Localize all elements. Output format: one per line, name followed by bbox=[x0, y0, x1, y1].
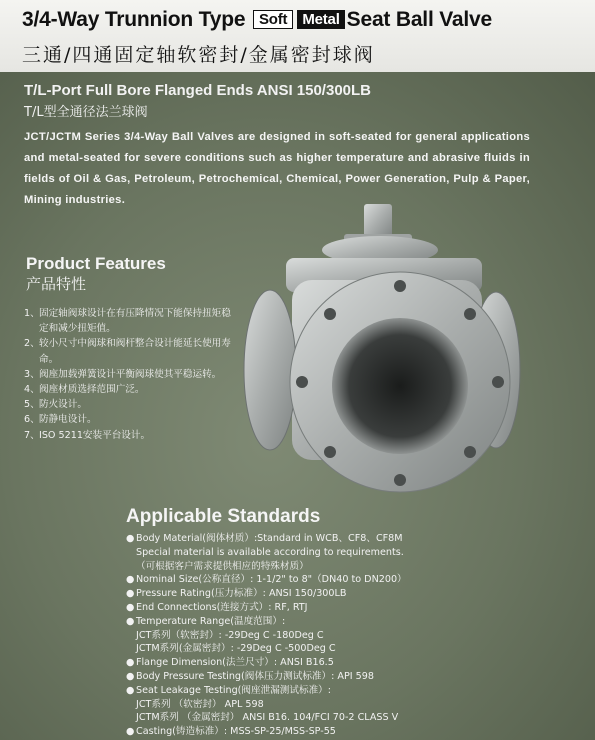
standards-text: JCTM系列 （金属密封） ANSI B16. 104/FCI 70-2 CLASS V bbox=[136, 712, 399, 724]
standards-text: Nominal Size(公称直径）: 1-1/2" to 8"（DN40 to DN200） bbox=[136, 574, 407, 586]
feature-number: 1、 bbox=[24, 308, 40, 319]
feature-item bbox=[24, 428, 238, 443]
title-soft-badge: Soft bbox=[253, 10, 293, 29]
bullet-icon: ● bbox=[126, 726, 135, 738]
page-title bbox=[22, 8, 492, 32]
standards-row bbox=[126, 698, 576, 712]
standards-row bbox=[126, 601, 576, 615]
standards-text: Body Pressure Testing(阀体压力测试标准）: API 598 bbox=[136, 670, 374, 682]
feature-text: 固定轴阀球设计在有压降情况下能保持扭矩稳定和减少扭矩值。 bbox=[39, 308, 231, 335]
feature-number: 5、 bbox=[24, 399, 40, 411]
bullet-icon: ● bbox=[126, 533, 135, 544]
standards-text: Temperature Range(温度范围）: bbox=[136, 615, 286, 627]
subheading-cn: T/L型全通径法兰球阀 bbox=[24, 105, 148, 120]
standards-row bbox=[126, 711, 576, 725]
standards-row bbox=[126, 615, 576, 629]
title-prefix: 3/4-Way Trunnion Type bbox=[22, 8, 246, 31]
product-features-title: Product Features bbox=[26, 254, 166, 273]
feature-number: 7、 bbox=[24, 429, 40, 441]
feature-item bbox=[24, 306, 238, 336]
standards-title: Applicable Standards bbox=[126, 506, 321, 527]
feature-item bbox=[24, 397, 238, 412]
standards-row bbox=[126, 573, 576, 587]
feature-number: 6、 bbox=[24, 414, 40, 426]
standards-text: Flange Dimension(法兰尺寸）: ANSI B16.5 bbox=[136, 657, 334, 669]
standards-text: End Connections(连接方式）: RF, RTJ bbox=[136, 601, 308, 613]
intro-paragraph: JCT/JCTM Series 3/4-Way Ball Valves are designed in soft-seated for general applications and metal-seated for severe conditions such as higher temperature and abrasive fluids in fields of Oil & Gas, Petroleum, Petrochemical, Chemical, Power Generation, Pulp & Paper, Mining industries. bbox=[24, 131, 530, 206]
bullet-icon: ● bbox=[126, 684, 135, 696]
standards-text: （可根据客户需求提供相应的特殊材质） bbox=[136, 560, 309, 572]
feature-item bbox=[24, 412, 238, 427]
bullet-icon: ● bbox=[126, 670, 135, 682]
bullet-icon: ● bbox=[126, 657, 135, 669]
valve-left-flange bbox=[244, 290, 296, 450]
standards-row bbox=[126, 642, 576, 656]
feature-number: 4、 bbox=[24, 384, 40, 396]
standards-row bbox=[126, 670, 576, 684]
standards-text: Pressure Rating(压力标准）: ANSI 150/300LB bbox=[136, 588, 347, 600]
standards-text: Body Material(阀体材质）:Standard in WCB、CF8、CF8M bbox=[136, 533, 403, 544]
standards-row bbox=[126, 532, 576, 546]
feature-number: 3、 bbox=[24, 368, 40, 380]
bullet-icon: ● bbox=[126, 601, 135, 613]
feature-text: 较小尺寸中阀球和阀杆整合设计能延长使用寿命。 bbox=[39, 338, 231, 365]
title-suffix: Seat Ball Valve bbox=[346, 8, 492, 31]
feature-item bbox=[24, 382, 238, 397]
standards-text: Special material is available according to requirements. bbox=[136, 546, 404, 558]
title-metal-badge: Metal bbox=[297, 10, 344, 29]
standards-row bbox=[126, 546, 576, 560]
product-features-title-cn: 产品特性 bbox=[26, 275, 87, 293]
subheading: T/L-Port Full Bore Flanged Ends ANSI 150/300LB bbox=[24, 82, 371, 99]
page-title-cn: 三通/四通固定轴软密封/金属密封球阀 bbox=[22, 44, 375, 66]
feature-item bbox=[24, 367, 238, 382]
header-band bbox=[0, 0, 595, 72]
feature-text: ISO 5211安装平台设计。 bbox=[39, 429, 151, 441]
bullet-icon: ● bbox=[126, 615, 135, 627]
standards-list bbox=[126, 532, 576, 739]
bullet-icon: ● bbox=[126, 574, 135, 586]
feature-text: 阀座加载弹簧设计平衡阀球使其平稳运转。 bbox=[39, 368, 222, 380]
standards-text: JCTM系列(金属密封）: -29Deg C -500Deg C bbox=[136, 643, 336, 655]
standards-text: Seat Leakage Testing(阀座泄漏测试标准）: bbox=[136, 684, 331, 696]
feature-text: 防静电设计。 bbox=[39, 414, 97, 426]
standards-text: JCT系列 （软密封） APL 598 bbox=[136, 698, 264, 710]
feature-number: 2、 bbox=[24, 338, 40, 350]
feature-list bbox=[24, 306, 238, 443]
valve-stem bbox=[364, 204, 392, 238]
standards-row bbox=[126, 684, 576, 698]
feature-item bbox=[24, 336, 238, 366]
bullet-icon: ● bbox=[126, 588, 135, 600]
standards-row bbox=[126, 725, 576, 739]
standards-text: JCT系列（软密封）: -29Deg C -180Deg C bbox=[136, 629, 324, 641]
standards-text: Casting(铸造标准）: MSS-SP-25/MSS-SP-55 bbox=[136, 726, 336, 738]
standards-row bbox=[126, 629, 576, 643]
standards-row bbox=[126, 587, 576, 601]
ball-valve-image bbox=[234, 200, 524, 500]
feature-text: 阀座材质选择范围广泛。 bbox=[39, 384, 145, 396]
valve-front-bore bbox=[332, 318, 468, 454]
feature-text: 防火设计。 bbox=[39, 399, 87, 411]
standards-row bbox=[126, 656, 576, 670]
standards-row bbox=[126, 560, 576, 574]
